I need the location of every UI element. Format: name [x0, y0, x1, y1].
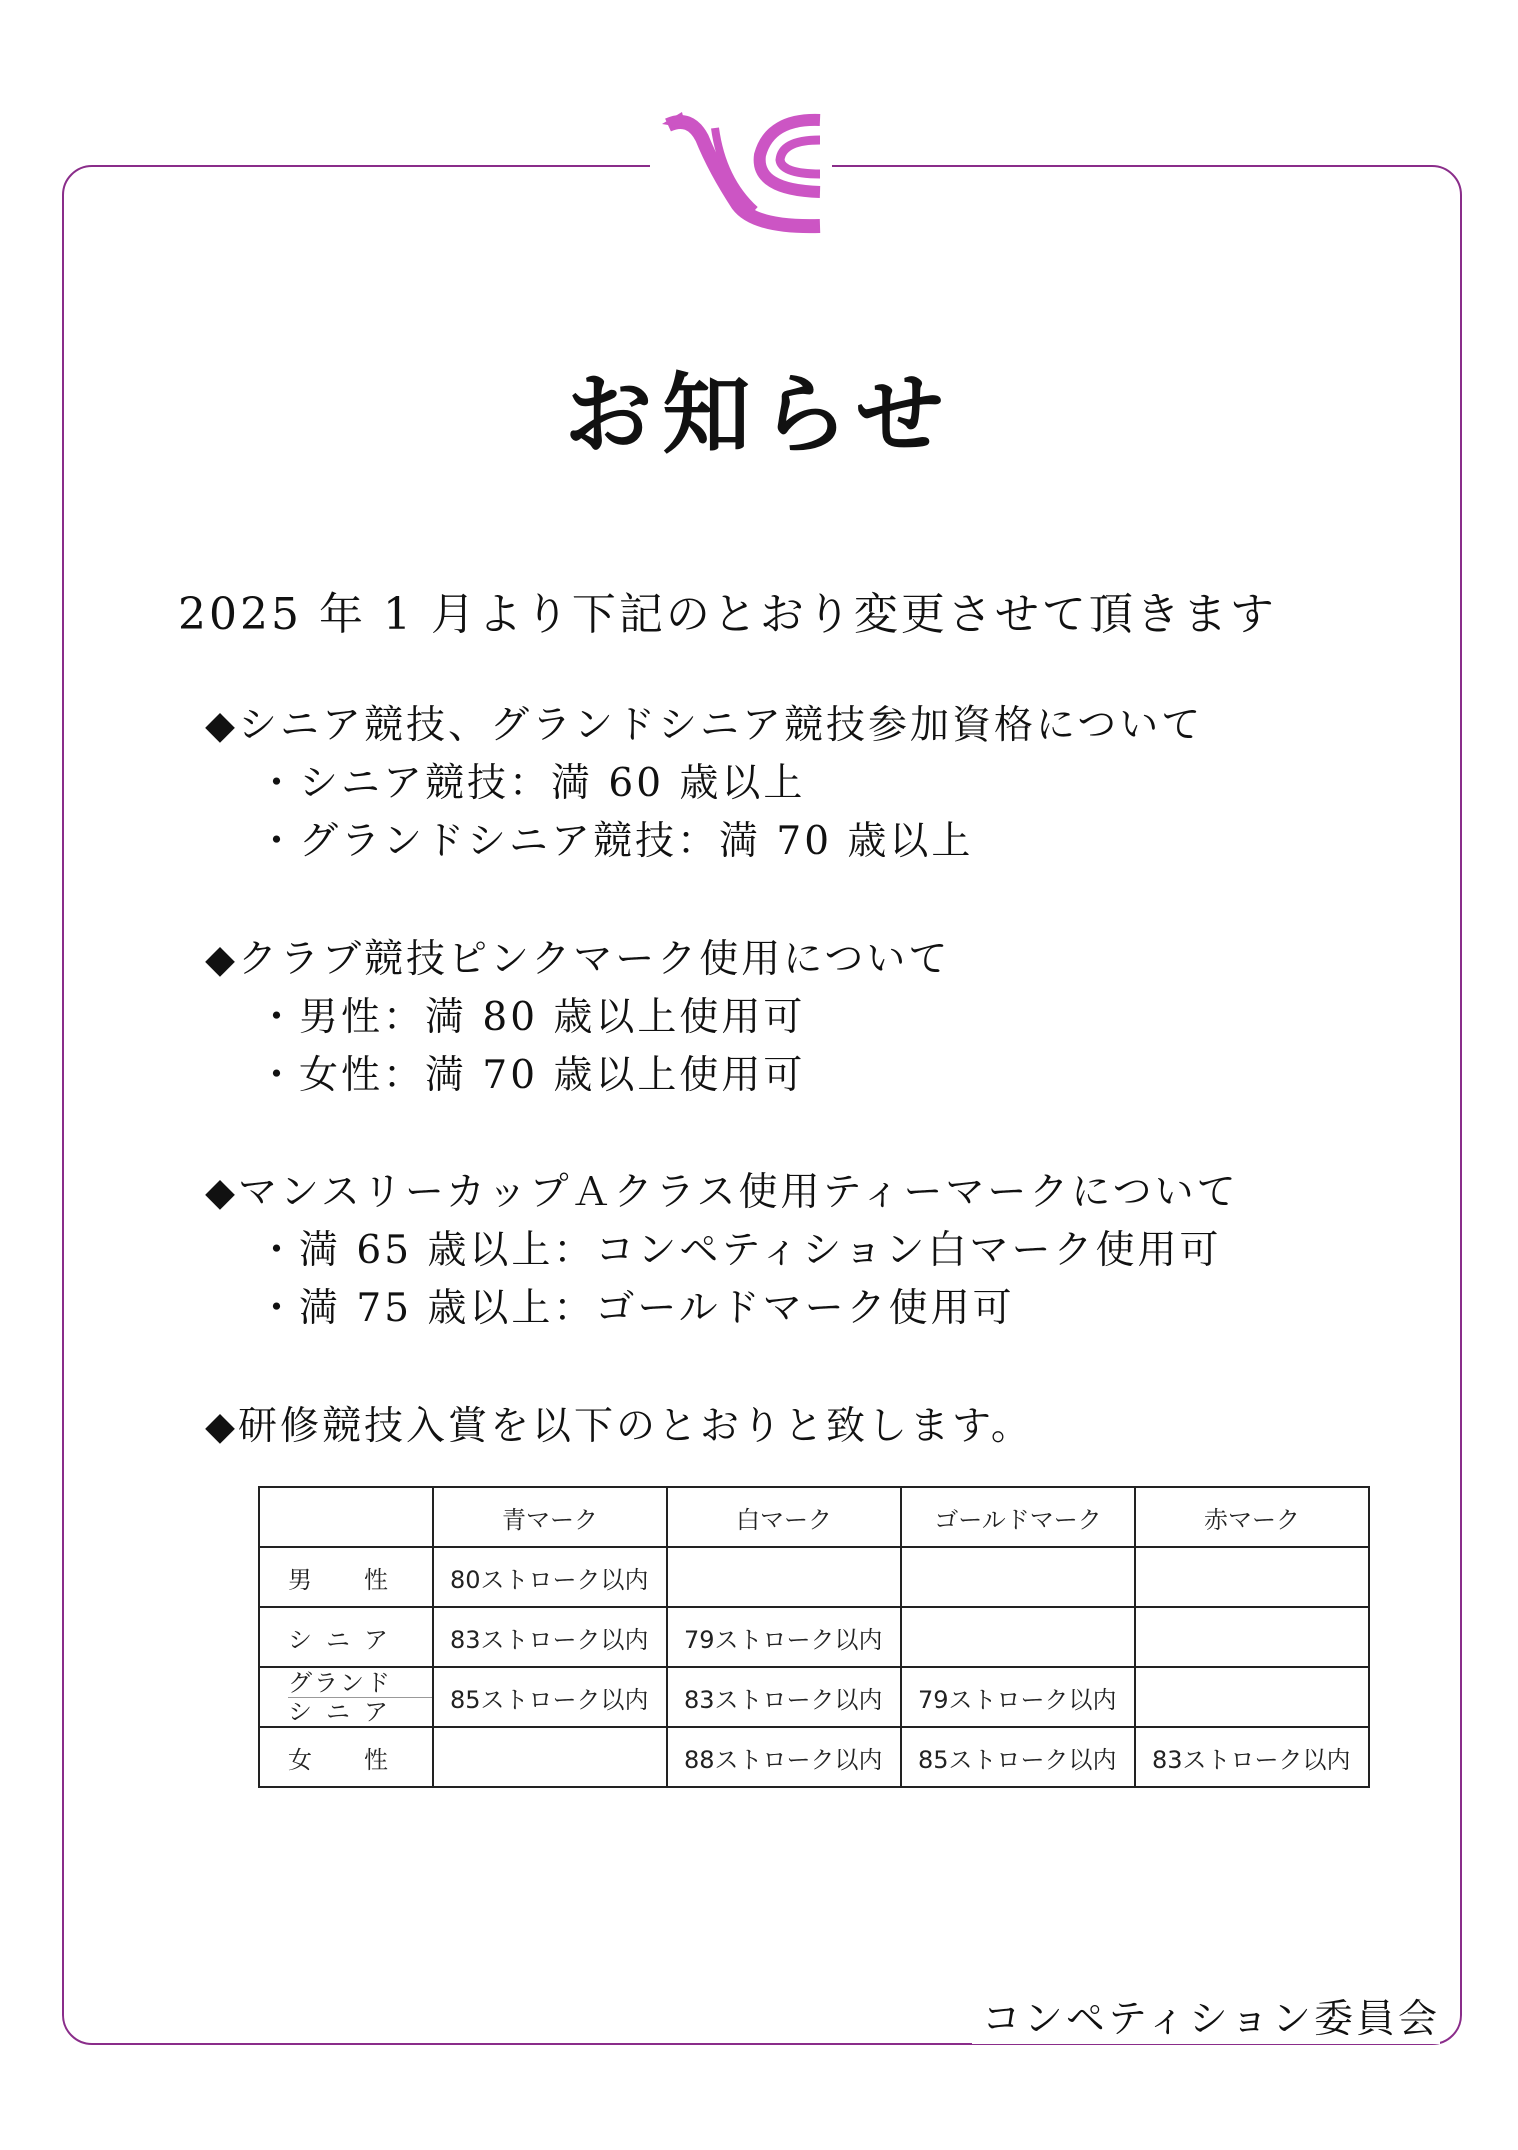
section-heading: ◆マンスリーカップＡクラス使用ティーマークについて: [205, 1170, 1239, 1215]
row-label: 女 性: [259, 1727, 433, 1787]
row-label-line: グランド: [288, 1669, 432, 1698]
table-cell: 85ストローク以内: [901, 1727, 1135, 1787]
table-cell: 83ストローク以内: [1135, 1727, 1369, 1787]
table-header-cell: 赤マーク: [1135, 1487, 1369, 1547]
table-cell: [667, 1547, 901, 1607]
section-item: ・満 75 歳以上：ゴールドマーク使用可: [257, 1286, 1015, 1331]
table-cell: 85ストローク以内: [433, 1667, 667, 1727]
signature: コンペティション委員会: [972, 1988, 1440, 2044]
table-row: [259, 1667, 1369, 1727]
table-row: [259, 1727, 1369, 1787]
table-cell: [1135, 1607, 1369, 1667]
section-item: ・女性：満 70 歳以上使用可: [257, 1053, 806, 1098]
club-logo-icon: [660, 110, 825, 235]
table-header-cell: 白マーク: [667, 1487, 901, 1547]
row-label: [259, 1667, 433, 1727]
section-heading: ◆シニア競技、グランドシニア競技参加資格について: [205, 703, 1204, 748]
section-heading: ◆クラブ競技ピンクマーク使用について: [205, 937, 951, 982]
table-header-cell: 青マーク: [433, 1487, 667, 1547]
row-label: シニア: [259, 1607, 433, 1667]
section-training-awards: [205, 1398, 1033, 1456]
table-header-row: [259, 1487, 1369, 1547]
section-item: ・満 65 歳以上：コンペティション白マーク使用可: [257, 1228, 1222, 1273]
section-item: ・シニア競技：満 60 歳以上: [257, 761, 806, 806]
table-cell: [1135, 1547, 1369, 1607]
table-cell: [433, 1727, 667, 1787]
table-cell: 80ストローク以内: [433, 1547, 667, 1607]
table-cell: [1135, 1667, 1369, 1727]
table-header-cell: ゴールドマーク: [901, 1487, 1135, 1547]
table-row: [259, 1547, 1369, 1607]
table-row: [259, 1607, 1369, 1667]
table-cell: [901, 1547, 1135, 1607]
table-cell: 88ストローク以内: [667, 1727, 901, 1787]
section-senior-eligibility: [205, 697, 1203, 871]
section-pink-mark: [205, 931, 950, 1105]
intro-text: 2025 年 1 月より下記のとおり変更させて頂きます: [178, 589, 1277, 640]
section-monthly-cup: [205, 1164, 1239, 1338]
row-label-stack: [288, 1669, 432, 1726]
row-label-line: シニア: [288, 1697, 402, 1726]
table-cell: 79ストローク以内: [667, 1607, 901, 1667]
row-label: 男 性: [259, 1547, 433, 1607]
table-cell: [901, 1607, 1135, 1667]
table-cell: 83ストローク以内: [433, 1607, 667, 1667]
section-heading: ◆研修競技入賞を以下のとおりと致します。: [205, 1404, 1033, 1449]
page-title: お知らせ: [564, 362, 954, 466]
table-cell: 79ストローク以内: [901, 1667, 1135, 1727]
section-item: ・グランドシニア競技：満 70 歳以上: [257, 819, 974, 864]
table-header-cell: [259, 1487, 433, 1547]
table-cell: 83ストローク以内: [667, 1667, 901, 1727]
awards-table: [258, 1486, 1370, 1788]
section-item: ・男性：満 80 歳以上使用可: [257, 995, 806, 1040]
